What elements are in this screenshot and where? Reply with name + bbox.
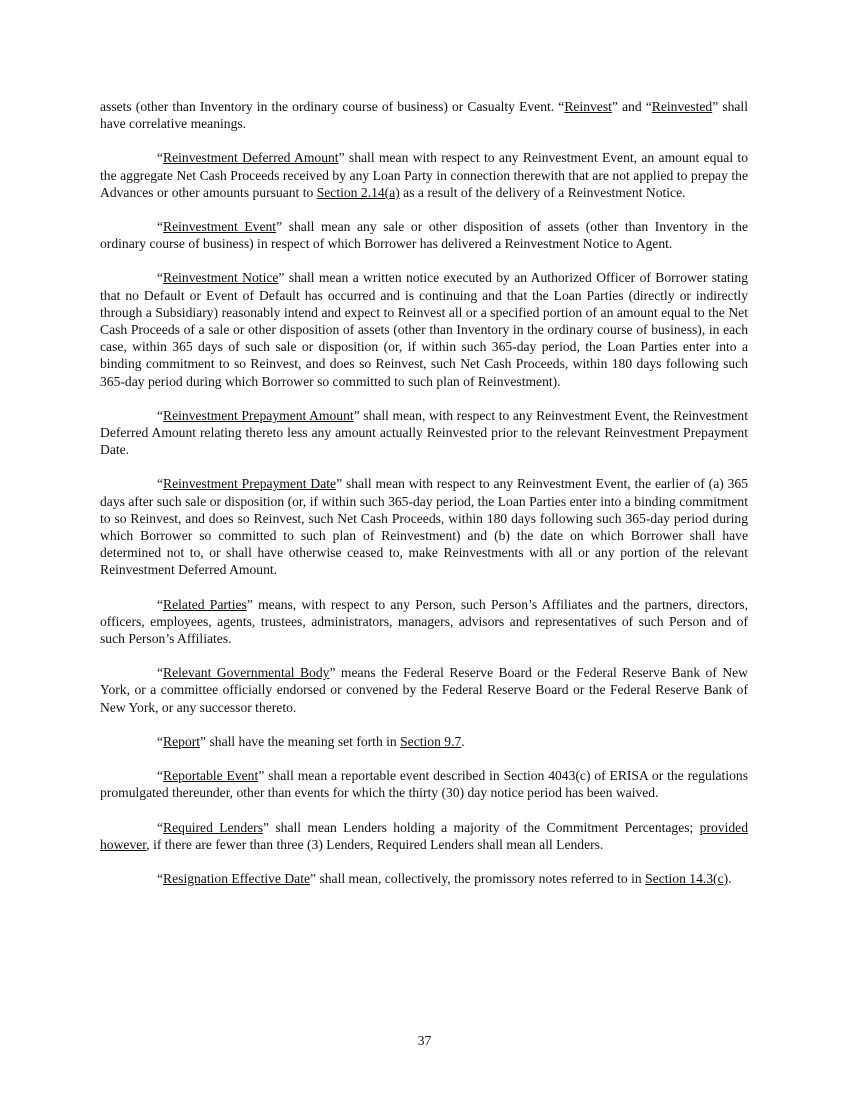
definition-paragraph-reportable-event — [100, 767, 748, 801]
defined-term: Reinvestment Prepayment Amount — [163, 407, 354, 423]
paragraph-text: “ — [157, 270, 164, 286]
paragraph-text: ” and “ — [611, 99, 652, 114]
page-number: 37 — [417, 1033, 432, 1048]
paragraph-text: “ — [157, 476, 164, 492]
paragraph-text: , if there are fewer than three (3) Lenders, Required Lenders shall mean all Lenders. — [146, 836, 604, 852]
definition-paragraph-reinvestment-prepayment-date — [100, 475, 748, 578]
paragraph-text: “ — [157, 733, 164, 749]
paragraph-text: assets (other than Inventory in the ordinary course of business) or Casualty Event. “ — [100, 99, 565, 114]
paragraph-text: “ — [157, 768, 164, 784]
definition-paragraph-reinvestment-event — [100, 218, 748, 252]
paragraph-text: . — [461, 733, 465, 749]
defined-term: Reinvestment Deferred Amount — [163, 150, 339, 166]
definition-paragraph-related-parties — [100, 596, 748, 648]
definition-paragraph-reinvestment-notice — [100, 269, 748, 389]
defined-term: Relevant Governmental Body — [163, 665, 330, 681]
defined-term: Reinvest — [564, 99, 612, 114]
paragraph-text: “ — [157, 596, 164, 612]
defined-term: Required Lenders — [163, 819, 263, 835]
defined-term: Resignation Effective Date — [163, 870, 311, 886]
defined-term: provided — [699, 819, 748, 835]
defined-term: Related Parties — [163, 596, 247, 612]
defined-term: Section 14.3(c) — [645, 870, 729, 886]
paragraph-text: ” means, with respect to any Person, such Person’s Affiliates and the partners, directors, officers, employees, agents, trustees, administrators, managers, advisors and representatives of such Person and of such Person’s Affiliates. — [100, 596, 748, 647]
paragraph-text: “ — [157, 665, 164, 681]
paragraph-text: “ — [157, 219, 164, 235]
paragraph-text: ” means the Federal Reserve Board or the Federal Reserve Bank of New York, or a committee officially endorsed or convened by the Federal Reserve Board or the Federal Reserve Bank of New York, or any successor thereto. — [100, 665, 748, 715]
paragraph-text: ” shall mean, with respect to any Reinvestment Event, the Reinvestment Deferred Amount relating thereto less any amount actually Reinvested prior to the relevant Reinvestment Prepayment Date. — [100, 407, 748, 458]
paragraph-text: ” shall have correlative meanings. — [100, 99, 748, 132]
paragraph-text: ” shall mean with respect to any Reinvestment Event, an amount equal to the aggregate Net Cash Proceeds received by any Loan Party in connection therewith that are not applied to prepay the Advances or other amounts pursuant to — [100, 150, 748, 200]
paragraph-text: ” shall mean a written notice executed by an Authorized Officer of Borrower stating that no Default or Event of Default has occurred and is continuing and that the Loan Parties (directly or indirectly through a Subsidiary) reasonably intend and expect to Reinvest all or a specified portion of an amount equal to the Net Cash Proceeds of a sale or other disposition of assets (other than Inventory in the ordinary course of business), in each case, within 365 days of such sale or disposition (or, if within such 365-day period, the Loan Parties enter into a binding commitment to so Reinvest, and does so Reinvest, such Net Cash Proceeds, within 180 days following such 365-day period during which Borrower so committed to such plan of Reinvestment). — [100, 270, 748, 389]
paragraph-text: “ — [157, 819, 164, 835]
paragraph-text: ” shall mean Lenders holding a majority of the Commitment Percentages; — [263, 819, 700, 835]
paragraph-text: ” shall mean with respect to any Reinvestment Event, the earlier of (a) 365 days after such sale or disposition (or, if within such 365-day period, the Loan Parties enter into a binding commitment to so Reinvest, and does so Reinvest, such Net Cash Proceeds, within 180 days following such 365-day period during which Borrower so committed to such plan of Reinvestment) and (b) the date on which Borrower shall have determined not to, or shall have otherwise ceased to, make Reinvestments with all or any portion of the relevant Reinvestment Deferred Amount. — [100, 476, 748, 578]
paragraph-text: “ — [157, 150, 164, 166]
definition-paragraph-cont — [100, 98, 748, 132]
paragraph-text: ” shall have the meaning set forth in — [200, 733, 401, 749]
defined-term: Report — [163, 733, 201, 749]
defined-term: Reinvestment Event — [163, 219, 277, 235]
paragraph-text: . — [728, 870, 732, 886]
paragraph-text: ” shall mean a reportable event described in Section 4043(c) of ERISA or the regulations promulgated thereunder, other than events for which the thirty (30) day notice period has been waived. — [100, 768, 748, 801]
definition-paragraph-reinvestment-prepayment-amount — [100, 407, 748, 459]
document-page — [100, 98, 748, 904]
defined-term: however — [100, 836, 147, 852]
defined-term: Reportable Event — [163, 768, 259, 784]
paragraph-text: ” shall mean any sale or other disposition of assets (other than Inventory in the ordinary course of business) in respect of which Borrower has delivered a Reinvestment Notice to Agent. — [100, 219, 749, 252]
defined-term: Section 2.14(a) — [316, 184, 400, 200]
defined-term: Section 9.7 — [400, 733, 462, 749]
definitions-body — [100, 98, 748, 887]
definition-paragraph-reinvestment-deferred-amount — [100, 149, 748, 201]
paragraph-text: as a result of the delivery of a Reinvestment Notice. — [399, 184, 686, 200]
definition-paragraph-resignation-effective-date — [100, 870, 748, 887]
defined-term: Reinvestment Prepayment Date — [163, 476, 337, 492]
definition-paragraph-required-lenders — [100, 819, 748, 853]
paragraph-text: ” shall mean, collectively, the promissory notes referred to in — [310, 870, 646, 886]
paragraph-text: “ — [157, 870, 164, 886]
paragraph-text: “ — [157, 407, 164, 423]
definition-paragraph-relevant-governmental-body — [100, 664, 748, 716]
defined-term: Reinvestment Notice — [163, 270, 279, 286]
definition-paragraph-report — [100, 733, 748, 750]
defined-term: Reinvested — [651, 99, 713, 114]
